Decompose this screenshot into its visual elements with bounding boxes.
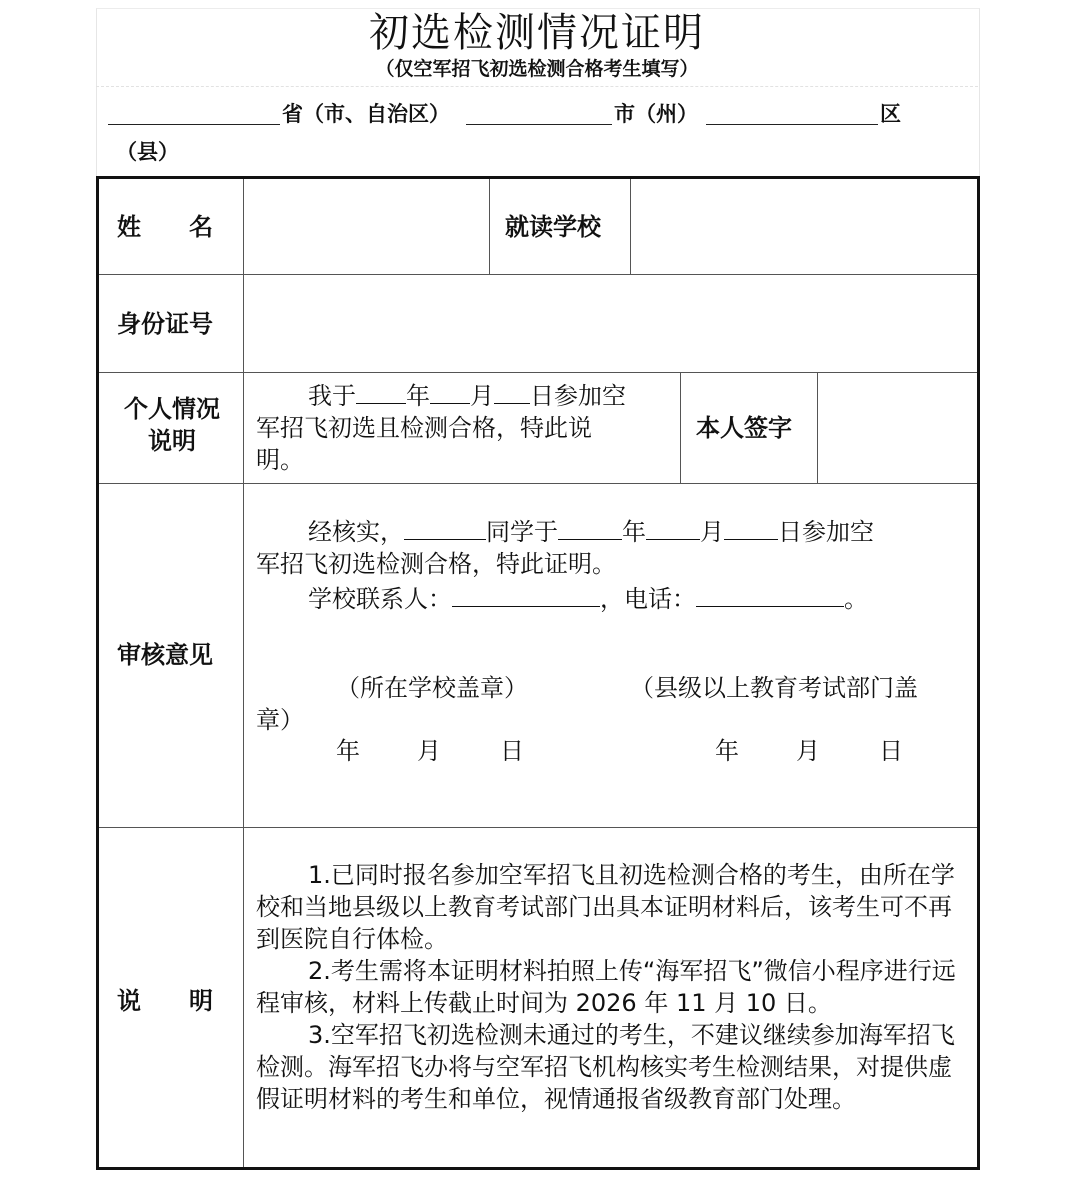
page-title: 初选检测情况证明 <box>369 10 705 56</box>
contact-blank[interactable] <box>452 584 600 607</box>
stmt-line3: 明。 <box>256 446 304 474</box>
day-blank[interactable] <box>494 381 530 404</box>
review-text-seg: 。 <box>844 585 868 613</box>
personal-statement-label <box>109 393 235 457</box>
stmt-text: 日参加空 <box>530 382 626 410</box>
form-table <box>96 176 980 1170</box>
review-text-seg: 日参加空 <box>778 518 874 546</box>
signature-field[interactable] <box>819 375 975 481</box>
stmt-text: 我于 <box>308 382 356 410</box>
year-blank[interactable] <box>356 381 406 404</box>
school-label: 就读学校 <box>505 213 601 241</box>
phone-label: ，电话： <box>600 585 696 613</box>
dept-date-month: 月 <box>796 737 820 765</box>
district-blank[interactable] <box>706 124 878 125</box>
review-line2: 军招飞初选检测合格，特此证明。 <box>256 550 616 578</box>
column-divider <box>680 372 681 483</box>
stmt-text: 月 <box>470 382 494 410</box>
row-divider <box>99 274 977 275</box>
label-column-divider <box>243 179 244 1167</box>
id-number-label: 身份证号 <box>117 310 213 338</box>
personal-statement-text <box>256 380 676 476</box>
row-divider <box>99 483 977 484</box>
header-separator <box>96 86 978 87</box>
district-label: 区 <box>880 102 901 126</box>
page-subtitle: （仅空军招飞初选检测合格考生填写） <box>375 58 699 80</box>
id-number-field[interactable] <box>245 277 975 369</box>
column-divider <box>817 372 818 483</box>
review-text-seg: 月 <box>700 518 724 546</box>
month-blank[interactable] <box>430 381 470 404</box>
school-date-month: 月 <box>417 737 441 765</box>
county-label: （县） <box>116 140 179 164</box>
review-text-seg: 同学于 <box>486 518 558 546</box>
review-text-seg: 经核实， <box>308 518 404 546</box>
province-blank[interactable] <box>108 124 280 125</box>
signature-label: 本人签字 <box>696 414 792 442</box>
city-blank[interactable] <box>466 124 612 125</box>
school-date-year: 年 <box>336 737 360 765</box>
stmt-text: 年 <box>406 382 430 410</box>
school-field[interactable] <box>633 181 973 271</box>
column-divider <box>489 179 490 274</box>
row-divider <box>99 372 977 373</box>
personal-statement-label-line1: 个人情况 <box>124 395 220 423</box>
year-blank[interactable] <box>558 517 622 540</box>
school-date-day: 日 <box>500 737 524 765</box>
column-divider <box>630 179 631 274</box>
dept-date-day: 日 <box>879 737 903 765</box>
dept-seal-text: （县级以上教育考试部门盖 <box>630 674 918 702</box>
phone-blank[interactable] <box>696 584 844 607</box>
dept-seal-text-cont: 章） <box>256 706 304 734</box>
personal-statement-label-line2: 说明 <box>148 427 196 455</box>
review-opinion-label: 审核意见 <box>117 641 213 669</box>
name-label: 姓 名 <box>117 213 213 241</box>
school-seal-text: （所在学校盖章） <box>336 674 528 702</box>
student-name-blank[interactable] <box>404 517 486 540</box>
notes-label: 说 明 <box>117 987 213 1015</box>
note-item: 1.已同时报名参加空军招飞且初选检测合格的考生，由所在学校和当地县级以上教育考试部门出具本证明材料后，该考生可不再到医院自行体检。 <box>256 861 955 953</box>
stmt-line2: 军招飞初选且检测合格，特此说 <box>256 414 592 442</box>
city-label: 市（州） <box>614 102 698 126</box>
review-text-seg: 年 <box>622 518 646 546</box>
day-blank[interactable] <box>724 517 778 540</box>
name-field[interactable] <box>245 181 487 271</box>
note-item: 3.空军招飞初选检测未通过的考生，不建议继续参加海军招飞检测。海军招飞办将与空军招飞机构核实考生检测结果，对提供虚假证明材料的考生和单位，视情通报省级教育部门处理。 <box>256 1021 955 1113</box>
notes-text <box>256 859 960 1115</box>
month-blank[interactable] <box>646 517 700 540</box>
dept-date-year: 年 <box>715 737 739 765</box>
note-item: 2.考生需将本证明材料拍照上传“海军招飞”微信小程序进行远程审核，材料上传截止时间为 2026 年 11 月 10 日。 <box>256 957 956 1017</box>
contact-label: 学校联系人： <box>308 585 452 613</box>
province-label: 省（市、自治区） <box>282 102 450 126</box>
row-divider <box>99 827 977 828</box>
review-text <box>256 516 966 615</box>
